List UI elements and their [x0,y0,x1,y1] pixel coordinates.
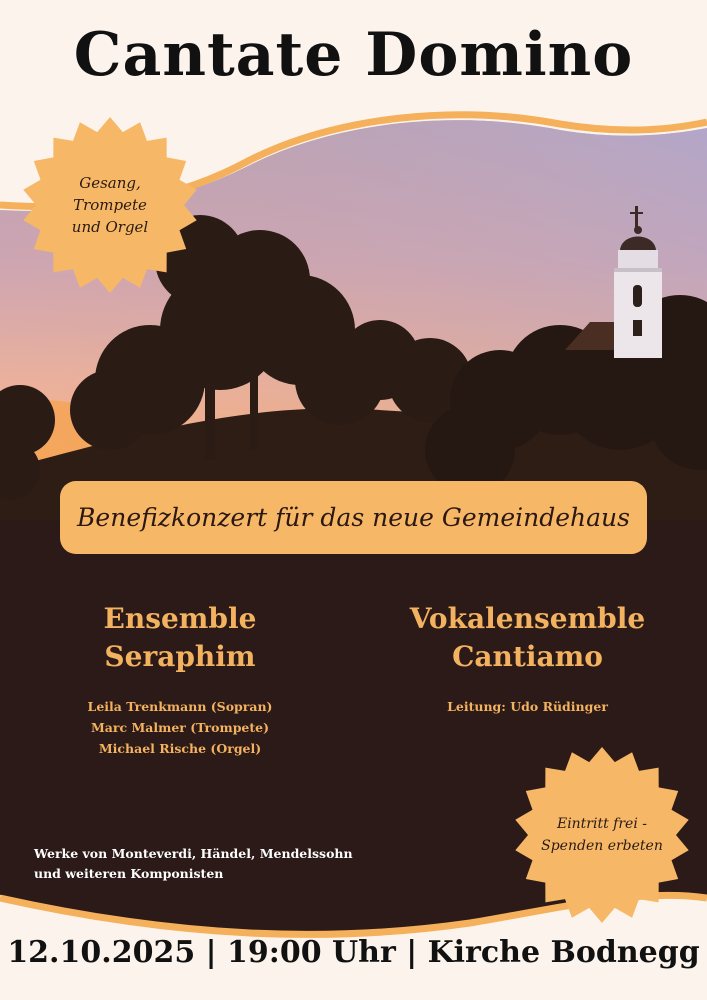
ensemble-cantiamo [380,600,675,717]
benefit-banner-text: Benefizkonzert für das neue Gemeindehaus [77,503,630,532]
works-note: Werke von Monteverdi, Händel, Mendelssohn und weiteren Komponisten [34,846,353,881]
ensemble-leader: Leitung: Udo Rüdinger [447,699,608,714]
badge-top-text: Gesang, Trompete und Orgel [71,174,149,236]
benefit-banner [60,481,647,554]
ensemble-seraphim [40,600,320,759]
poster-title: Cantate Domino [73,20,634,90]
ensemble-name: Vokalensemble Cantiamo [409,602,646,673]
badge-bottom-text: Eintritt frei - Spenden erbeten [541,816,663,854]
ensemble-name: Ensemble Seraphim [103,602,257,673]
event-details: 12.10.2025 | 19:00 Uhr | Kirche Bodnegg [7,935,700,970]
ensemble-members: Leila Trenkmann (Sopran) Marc Malmer (Trompete) Michael Rische (Orgel) [87,699,273,756]
